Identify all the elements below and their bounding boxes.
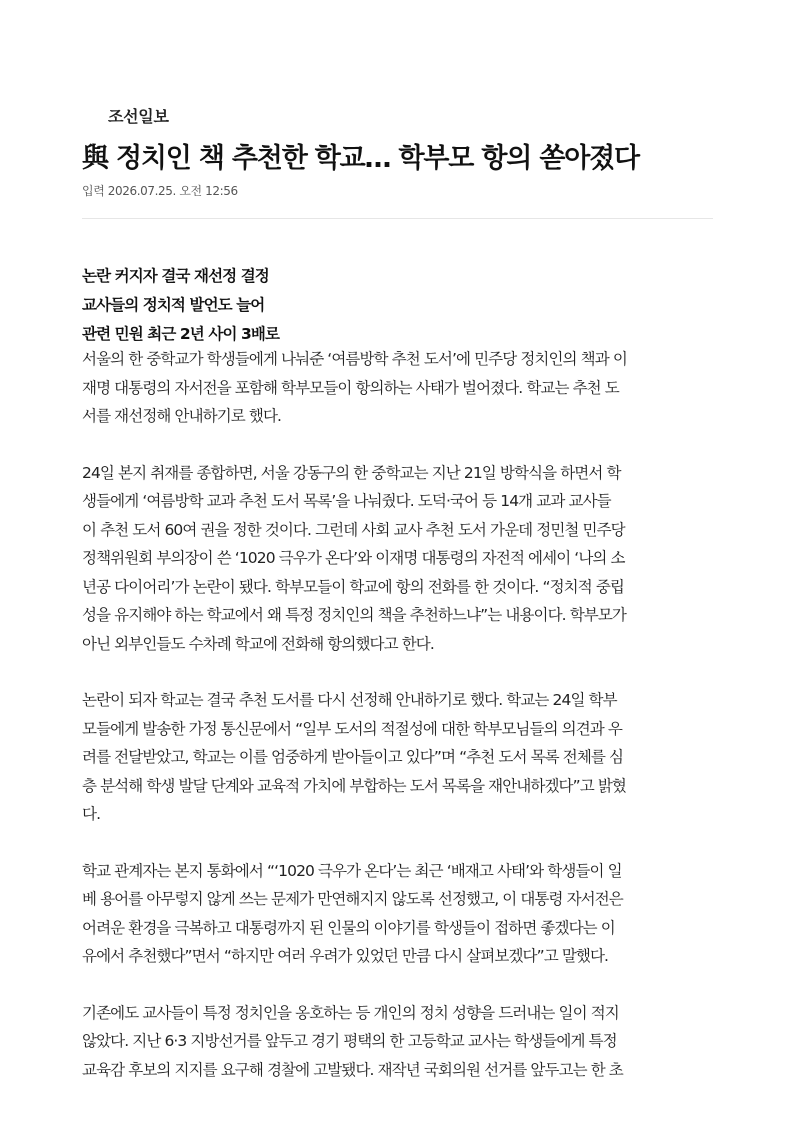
paragraph — [82, 345, 713, 431]
paragraph-line: 서울의 한 중학교가 학생들에게 나눠준 ‘여름방학 추천 도서’에 민주당 정치인의 책과 이 — [82, 350, 627, 368]
paragraph-line: 베 용어를 아무렇지 않게 쓰는 문제가 만연해지지 않도록 선정했고, 이 대통령 자서전은 — [82, 890, 623, 908]
paragraph-line: 층 분석해 학생 발달 단계와 교육적 가치에 부합하는 도서 목록을 재안내하겠다”고 밝혔 — [82, 776, 626, 795]
paragraph-line: 않았다. 지난 6·3 지방선거를 앞두고 경기 평택의 한 고등학교 교사는 학생들에게 특정 — [82, 1032, 617, 1050]
paragraph-line: 모들에게 발송한 가정 통신문에서 “일부 도서의 적절성에 대한 학부모님들의 의견과 우 — [82, 719, 622, 738]
dateline: 입력 2026.07.25. 오전 12:56 — [82, 184, 238, 198]
paragraph-line: 생들에게 ‘여름방학 교과 추천 도서 목록’을 나눠줬다. 도덕·국어 등 14개 교과 교사들 — [82, 492, 611, 510]
divider — [82, 218, 713, 219]
headline: 與 정치인 책 추천한 학교… 학부모 항의 쏟아졌다 — [82, 143, 639, 174]
paragraph — [82, 999, 713, 1085]
subhead: 관련 민원 최근 2년 사이 3배로 — [82, 325, 280, 343]
paragraph-line: 다. — [82, 805, 101, 823]
article-body — [82, 345, 713, 1112]
paragraph-line: 정책위원회 부의장이 쓴 ‘1020 극우가 온다’와 이재명 대통령의 자전적 에세이 ‘나의 소 — [82, 549, 625, 567]
publisher-name: 조선일보 — [108, 107, 169, 126]
subheads — [82, 262, 713, 349]
paragraph-line: 학교 관계자는 본지 통화에서 “‘1020 극우가 온다’는 최근 ‘배재고 사태’와 학생들이 일 — [82, 861, 622, 880]
paragraph-line: 성을 유지해야 하는 학교에서 왜 특정 정치인의 책을 추천하느냐”는 내용이다. 학부모가 — [82, 606, 626, 624]
paragraph-line: 년공 다이어리’가 논란이 됐다. 학부모들이 학교에 항의 전화를 한 것이다. “정치적 중립 — [82, 577, 624, 596]
subhead: 교사들의 정치적 발언도 늘어 — [82, 296, 265, 314]
paragraph-line: 아닌 외부인들도 수차례 학교에 전화해 항의했다고 한다. — [82, 634, 434, 653]
paragraph-line: 논란이 되자 학교는 결국 추천 도서를 다시 선정해 안내하기로 했다. 학교는 24일 학부 — [82, 691, 617, 709]
paragraph-line: 기존에도 교사들이 특정 정치인을 옹호하는 등 개인의 정치 성향을 드러내는 일이 적지 — [82, 1003, 619, 1022]
paragraph-line: 교육감 후보의 지지를 요구해 경찰에 고발됐다. 재작년 국회의원 선거를 앞두고는 한 초 — [82, 1060, 623, 1079]
paragraph-line: 유에서 추천했다”면서 “하지만 여러 우려가 있었던 만큼 다시 살펴보겠다”고 말했다. — [82, 947, 609, 965]
paragraph-line: 서를 재선정해 안내하기로 했다. — [82, 407, 282, 425]
subhead: 논란 커지자 결국 재선정 결정 — [82, 267, 269, 285]
paragraph — [82, 857, 713, 971]
paragraph-line: 24일 본지 취재를 종합하면, 서울 강동구의 한 중학교는 지난 21일 방학식을 하면서 학 — [82, 463, 621, 482]
paragraph-line: 이 추천 도서 60여 권을 정한 것이다. 그런데 사회 교사 추천 도서 가운데 정민철 민주당 — [82, 520, 625, 539]
paragraph-line: 재명 대통령의 자서전을 포함해 학부모들이 항의하는 사태가 벌어졌다. 학교는 추천 도 — [82, 378, 619, 397]
paragraph-line: 어려운 환경을 극복하고 대통령까지 된 인물의 이야기를 학생들이 접하면 좋겠다는 이 — [82, 918, 615, 937]
paragraph-line: 려를 전달받았고, 학교는 이를 엄중하게 받아들이고 있다”며 “추천 도서 목록 전체를 심 — [82, 748, 624, 766]
paragraph — [82, 686, 713, 829]
paragraph — [82, 459, 713, 659]
